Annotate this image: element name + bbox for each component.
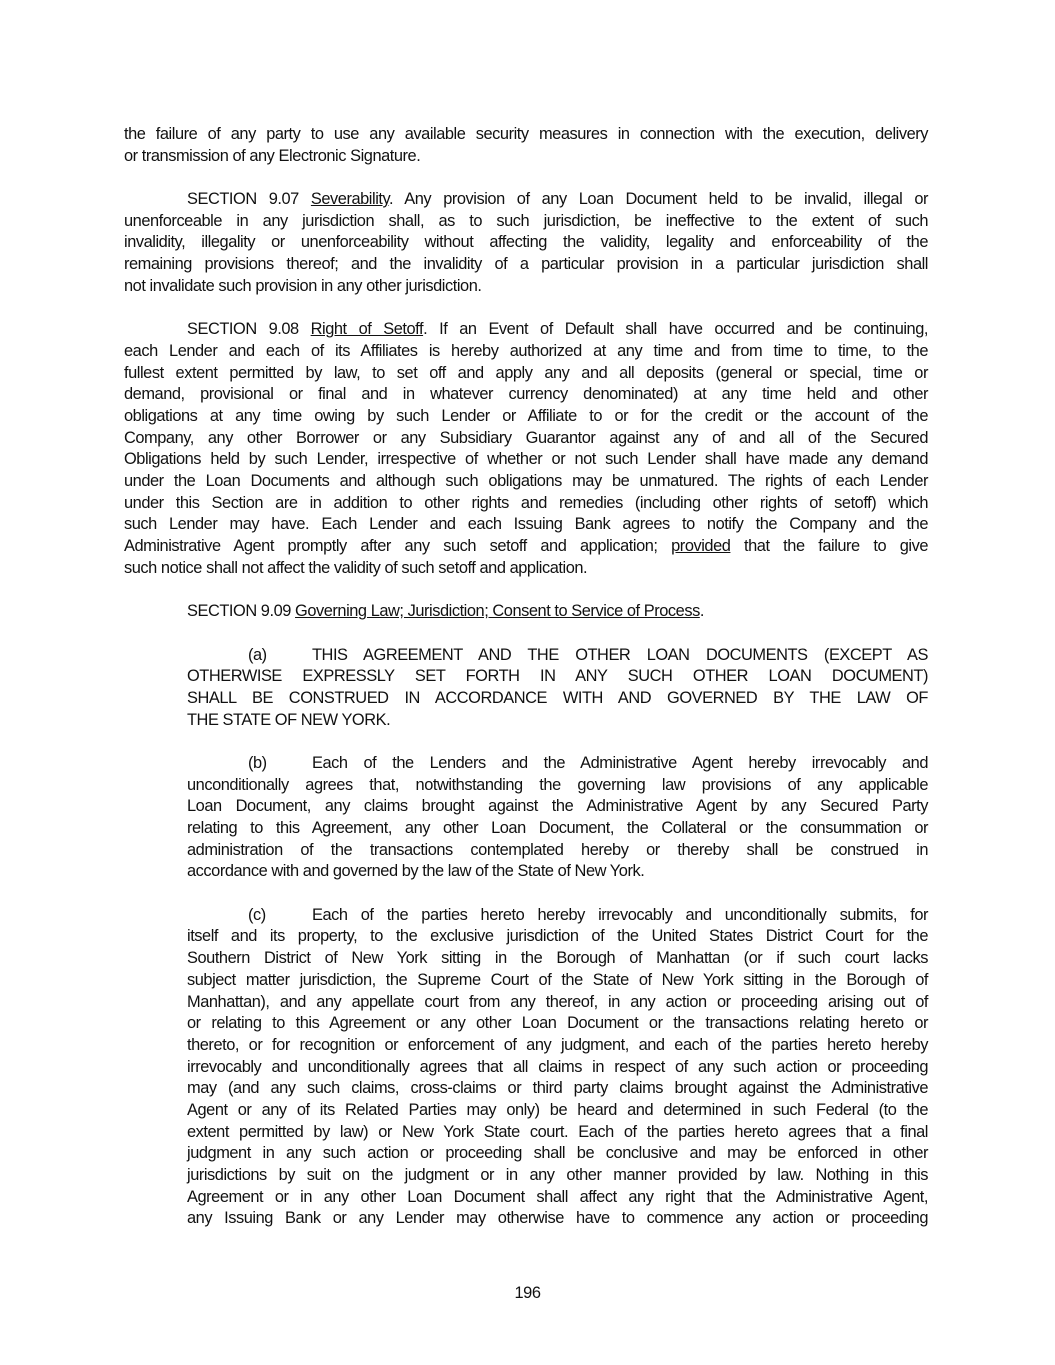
page-number: 196 <box>514 1284 541 1302</box>
text-line <box>187 1057 928 1079</box>
text-line <box>124 232 928 254</box>
document-body <box>124 124 928 1252</box>
text-line <box>187 905 928 927</box>
text-run: not invalidate such provision in any other jurisdiction. <box>124 276 482 295</box>
text-run: THIS AGREEMENT AND THE OTHER LOAN DOCUMENTS (EXCEPT AS <box>312 645 928 664</box>
text-run: unconditionally agrees that, notwithstanding the governing law provisions of any applicable <box>187 775 928 794</box>
text-line <box>124 428 928 450</box>
clause-label: (b) <box>248 753 267 772</box>
section-title: Governing Law; Jurisdiction; Consent to Service of Process <box>295 602 700 621</box>
text-run: under this Section are in addition to other rights and remedies (including other rights of setoff) which <box>124 493 928 512</box>
text-run: itself and its property, to the exclusive jurisdiction of the United States District Court for the <box>187 927 928 946</box>
text-run: such notice shall not affect the validity of such setoff and application. <box>124 558 588 577</box>
section-9-07-severability <box>124 189 928 297</box>
text-run: Each of the parties hereto hereby irrevocably and unconditionally submits, for <box>312 905 928 924</box>
text-run: such Lender may have. Each Lender and each Issuing Bank agrees to notify the Company and the <box>124 515 928 534</box>
text-run: demand, provisional or final and in whatever currency denominated) at any time held and other <box>124 385 928 404</box>
text-line <box>124 558 928 580</box>
text-line <box>187 992 928 1014</box>
text-run: fullest extent permitted by law, to set off and apply any and all deposits (general or special, time or <box>124 363 928 382</box>
text-run: . <box>699 602 704 621</box>
section-title: Right of Setoff <box>310 320 424 339</box>
text-run: jurisdictions by suit on the judgment or in any other manner provided by law. Nothing in this <box>187 1166 928 1184</box>
text-line <box>187 1143 928 1165</box>
text-line <box>187 970 928 992</box>
text-line <box>124 536 928 558</box>
text-run: the failure of any party to use any available security measures in connection with the execution, delivery <box>124 125 928 143</box>
text-run: unenforceable in any jurisdiction shall, as to such jurisdiction, be ineffective to the extent of such <box>124 211 928 230</box>
section-9-09-heading <box>124 601 928 623</box>
text-run: SHALL BE CONSTRUED IN ACCORDANCE WITH AND GOVERNED BY THE LAW OF <box>187 688 928 707</box>
text-line <box>124 189 928 211</box>
text-line <box>187 926 928 948</box>
text-line <box>187 1013 928 1035</box>
text-run: or transmission of any Electronic Signature. <box>124 146 421 165</box>
text-line <box>124 384 928 406</box>
text-run: invalidity, illegality or unenforceability without affecting the validity, legality and enforceability of the <box>124 233 928 252</box>
clause-c <box>187 905 928 1230</box>
text-run: Obligations held by such Lender, irrespective of whether or not such Lender shall have made any demand <box>124 450 928 469</box>
text-line <box>187 861 928 883</box>
text-line <box>187 753 928 775</box>
text-line <box>187 775 928 797</box>
text-line <box>187 1035 928 1057</box>
text-run: OTHERWISE EXPRESSLY SET FORTH IN ANY SUCH OTHER LOAN DOCUMENT) <box>187 667 928 686</box>
clause-b <box>187 753 928 883</box>
text-line <box>124 363 928 385</box>
text-run: obligations at any time owing by such Lender or Affiliate to or for the credit or the account of the <box>124 406 928 425</box>
text-run: Agreement or in any other Loan Document shall affect any right that the Administrative Agent, <box>187 1187 928 1206</box>
text-run: SECTION 9.07 <box>187 190 311 209</box>
text-line <box>187 818 928 840</box>
text-line <box>124 449 928 471</box>
text-run: extent permitted by law) or New York State court. Each of the parties hereto agrees that a final <box>187 1122 928 1141</box>
text-run: that the failure to give <box>730 537 928 556</box>
text-line <box>187 710 928 732</box>
text-line <box>124 124 928 146</box>
text-run: each Lender and each of its Affiliates is hereby authorized at any time and from time to time, to the <box>124 341 928 360</box>
text-line <box>187 1122 928 1144</box>
text-line <box>187 688 928 710</box>
text-line <box>187 1165 928 1187</box>
clause-a <box>187 645 928 732</box>
text-line <box>187 1078 928 1100</box>
text-run: or relating to this Agreement or any other Loan Document or the transactions relating hereto or <box>187 1014 928 1033</box>
text-line <box>124 211 928 233</box>
text-line <box>124 471 928 493</box>
text-run: relating to this Agreement, any other Loan Document, the Collateral or the consummation or <box>187 819 928 837</box>
text-run: under the Loan Documents and although such obligations may be unmatured. The rights of each Lender <box>124 472 928 490</box>
text-line <box>187 948 928 970</box>
text-run: Loan Document, any claims brought against the Administrative Agent by any Secured Party <box>187 797 928 816</box>
text-run: SECTION 9.09 <box>187 602 296 621</box>
text-run: Manhattan), and any appellate court from any thereof, in any action or proceeding arising out of <box>187 992 928 1011</box>
text-run: administration of the transactions contemplated hereby or thereby shall be construed in <box>187 840 928 859</box>
section-title: Severability <box>310 190 390 209</box>
text-run: Each of the Lenders and the Administrative Agent hereby irrevocably and <box>312 753 928 772</box>
text-run: remaining provisions thereof; and the invalidity of a particular provision in a particular jurisdiction shall <box>124 255 928 274</box>
text-run: accordance with and governed by the law of the State of New York. <box>187 862 645 881</box>
text-run: Agent or any of its Related Parties may only) be heard and determined in such Federal (to the <box>187 1100 928 1119</box>
text-line <box>124 514 928 536</box>
text-line <box>124 276 928 298</box>
text-run: Company, any other Borrower or any Subsidiary Guarantor against any of and all of the Secured <box>124 428 928 447</box>
text-line <box>124 146 928 168</box>
text-line <box>124 319 928 341</box>
text-run: irrevocably and unconditionally agrees that all claims in respect of any such action or proceeding <box>187 1057 928 1076</box>
text-line <box>124 493 928 515</box>
text-run: SECTION 9.08 <box>187 320 311 339</box>
text-run: may (and any such claims, cross-claims or third party claims brought against the Administrative <box>187 1079 928 1098</box>
text-line <box>187 1208 928 1230</box>
section-title: provided <box>671 537 731 556</box>
clause-label: (c) <box>248 905 266 924</box>
text-line <box>187 796 928 818</box>
text-run: any Issuing Bank or any Lender may otherwise have to commence any action or proceeding <box>187 1209 928 1228</box>
continuation-paragraph <box>124 124 928 167</box>
clause-label: (a) <box>248 645 267 664</box>
text-line <box>187 645 928 667</box>
text-line <box>124 254 928 276</box>
text-run: Administrative Agent promptly after any such setoff and application; <box>124 537 672 556</box>
text-line <box>187 840 928 862</box>
text-run: THE STATE OF NEW YORK. <box>187 710 391 729</box>
text-line <box>124 341 928 363</box>
text-line <box>187 1100 928 1122</box>
text-line <box>187 666 928 688</box>
text-line <box>124 406 928 428</box>
text-run: Southern District of New York sitting in the Borough of Manhattan (or if such court lacks <box>187 949 928 968</box>
text-run: judgment in any such action or proceeding shall be conclusive and may be enforced in other <box>187 1144 928 1163</box>
text-line <box>187 1187 928 1209</box>
text-run: . If an Event of Default shall have occurred and be continuing, <box>423 320 928 339</box>
text-line <box>124 601 928 623</box>
text-run: thereto, or for recognition or enforcement of any judgment, and each of the parties hereto hereby <box>187 1035 928 1054</box>
section-9-08-right-of-setoff <box>124 319 928 579</box>
text-run: subject matter jurisdiction, the Supreme Court of the State of New York sitting in the Borough of <box>187 970 928 989</box>
text-run: . Any provision of any Loan Document held to be invalid, illegal or <box>389 190 928 209</box>
